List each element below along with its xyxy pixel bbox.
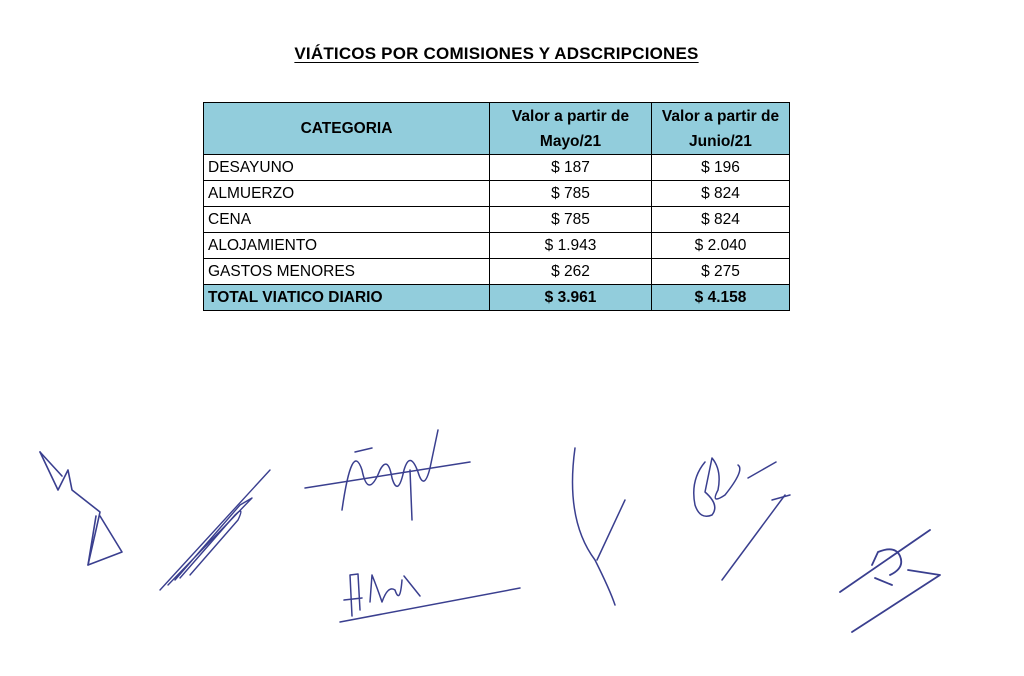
row-value-junio: $ 824	[652, 181, 790, 207]
table-row	[204, 207, 790, 233]
signature-1	[40, 452, 122, 565]
signature-6	[694, 458, 790, 580]
signature-4	[340, 574, 520, 622]
total-row	[204, 285, 790, 311]
row-value-junio: $ 824	[652, 207, 790, 233]
row-value-mayo: $ 785	[490, 207, 652, 233]
row-category: ALOJAMIENTO	[204, 233, 490, 259]
row-category: DESAYUNO	[204, 155, 490, 181]
row-category: ALMUERZO	[204, 181, 490, 207]
table-row	[204, 181, 790, 207]
row-value-junio: $ 196	[652, 155, 790, 181]
total-value-mayo: $ 3.961	[490, 285, 652, 311]
table-row	[204, 155, 790, 181]
row-value-mayo: $ 262	[490, 259, 652, 285]
signature-5	[573, 448, 626, 605]
total-value-junio: $ 4.158	[652, 285, 790, 311]
row-category: CENA	[204, 207, 490, 233]
total-label: TOTAL VIATICO DIARIO	[204, 285, 490, 311]
table-row	[204, 259, 790, 285]
row-value-junio: $ 2.040	[652, 233, 790, 259]
row-category: GASTOS MENORES	[204, 259, 490, 285]
header-valor-mayo: Valor a partir de Mayo/21	[490, 103, 652, 155]
header-categoria: CATEGORIA	[204, 103, 490, 155]
row-value-mayo: $ 785	[490, 181, 652, 207]
table-row	[204, 233, 790, 259]
row-value-mayo: $ 1.943	[490, 233, 652, 259]
viaticos-table	[203, 102, 790, 311]
table-header-row	[204, 103, 790, 155]
signature-7	[840, 530, 940, 632]
signature-3	[305, 430, 470, 520]
header-valor-junio: Valor a partir de Junio/21	[652, 103, 790, 155]
row-value-mayo: $ 187	[490, 155, 652, 181]
row-value-junio: $ 275	[652, 259, 790, 285]
signature-2	[160, 470, 270, 590]
document-title: VIÁTICOS POR COMISIONES Y ADSCRIPCIONES	[294, 44, 699, 63]
